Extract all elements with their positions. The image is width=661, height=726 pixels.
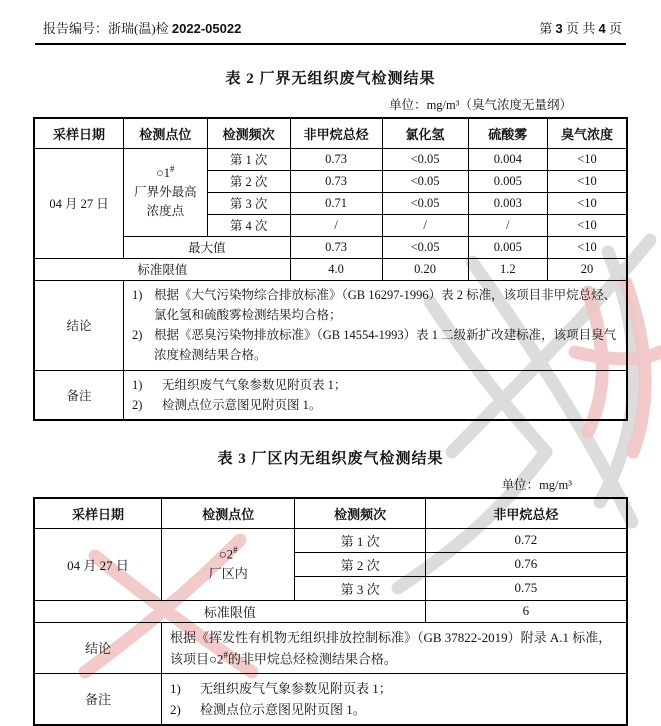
current-page: 3 [555,21,563,36]
remark-label: 备注 [34,673,161,725]
col-sample-date: 采样日期 [34,118,124,148]
point-cell: ○2# 厂区内 [161,528,294,600]
table-row: 04 月 27 日 ○1# 厂界外最高 浓度点 第 1 次 0.73 <0.05 0.004 <10 [34,148,627,170]
max-row: 最大值 0.73 <0.05 0.005 <10 [34,236,627,258]
table-row: 第 2 次 0.76 [34,552,627,576]
limit-value: 6 [425,600,627,622]
table2-unit: 单位：mg/m³（臭气浓度无量纲） [389,98,572,112]
conclusion-label: 结论 [34,622,161,673]
col-nmhc: 非甲烷总烃 [425,498,627,528]
table-row: 第 2 次 0.73 <0.05 0.005 <10 [34,170,627,192]
remark-row [34,370,627,420]
remark-content: 1) 无组织废气气象参数见附页表 1； 2) 检测点位示意图见附页图 1。 [161,673,627,725]
limit-row: 标准限值 4.0 0.20 1.2 20 [34,258,627,280]
remark-content: 1) 无组织废气气象参数见附页表 1； 2) 检测点位示意图见附页图 1。 [124,370,627,420]
remark-row [34,673,627,725]
table2 [33,117,628,421]
page-header [35,14,626,45]
table-row: 第 4 次 / / / <10 [34,214,627,236]
table2-title: 表 2 厂界无组织废气检测结果 [225,71,436,87]
table3-header-row [34,498,627,528]
col-point: 检测点位 [124,118,208,148]
report-number-value: 2022-05022 [171,21,242,36]
conclusion-row [34,622,627,673]
conclusion-label: 结论 [34,280,124,370]
conclusion-content: 根据《挥发性有机物无组织排放控制标准》（GB 37822-2019）附录 A.1 标准，该项目○2#的非甲烷总烃检测结果合格。 [161,622,627,673]
table3 [33,497,628,726]
total-pages: 4 [598,21,606,36]
max-label: 最大值 [124,236,291,258]
limit-label: 标准限值 [34,258,290,280]
table-row: 第 3 次 0.71 <0.05 0.003 <10 [34,192,627,214]
sample-date-cell: 04 月 27 日 [34,148,124,258]
col-nmhc: 非甲烷总烃 [290,118,382,148]
col-sample-date: 采样日期 [34,498,161,528]
table3-unit: 单位：mg/m³ [501,478,572,492]
page-indicator: 第 3 页 共 4 页 [539,21,622,36]
col-point: 检测点位 [161,498,294,528]
table2-header-row [34,118,627,148]
col-odor: 臭气浓度 [548,118,628,148]
col-frequency: 检测频次 [207,118,290,148]
report-number-label: 报告编号：浙瑞(温)检 [43,21,172,36]
sample-date-cell: 04 月 27 日 [34,528,161,600]
limit-row [34,600,627,622]
conclusion-row [34,280,627,370]
conclusion-content: 1) 根据《大气污染物综合排放标准》（GB 16297-1996）表 2 标准，该项目非甲烷总烃、氯化氢和硫酸雾检测结果均合格； 2) 根据《恶臭污染物排放标准》（GB 14554-1993）表 1 二级新扩改建标准，该项目臭气浓度检测结果合格。 [124,280,627,370]
col-frequency: 检测频次 [295,498,425,528]
point-cell: ○1# 厂界外最高 浓度点 [124,148,208,236]
report-number [43,18,241,37]
limit-label: 标准限值 [34,600,425,622]
table-row: 04 月 27 日 ○2# 厂区内 第 1 次 0.72 [34,528,627,552]
remark-label: 备注 [34,370,124,420]
table3-title: 表 3 厂区内无组织废气检测结果 [217,451,444,467]
table-row: 第 3 次 0.75 [34,576,627,600]
col-hcl: 氯化氢 [382,118,468,148]
col-sulfuric-mist: 硫酸雾 [468,118,547,148]
